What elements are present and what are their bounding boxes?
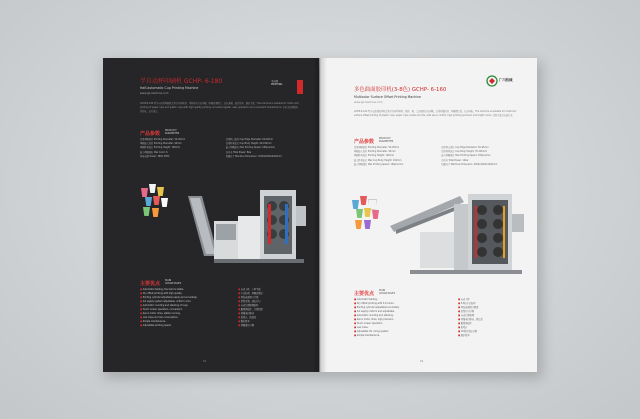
right-page-number: 02 xyxy=(420,360,424,363)
left-page-number: 01 xyxy=(203,360,207,363)
feature-item: ■ Printing cylinder adjustable easily and accurately. xyxy=(140,296,197,300)
right-params-en-1: PRODUCT xyxy=(379,137,391,140)
right-features-list-cn xyxy=(458,298,483,338)
feature-item: ■ Servo motor drive, stable running. xyxy=(140,312,197,316)
left-intro: GCHP-6-180 型半自动杯印刷机适用于各种纸杯、塑料杯的多色印刷，印刷效果精美，套色准确，操作简单，维护方便。The machine is suitable for multi-color printing of paper cups and plastic cups with high quality printing, accurate register, easy operation and convenient maintenance. 本机采用伺服控制系统，运行稳定。 xyxy=(140,102,299,113)
cup-sample xyxy=(145,197,152,206)
right-subtitle: Multicolor Surface Offset Printing Machine xyxy=(354,95,422,99)
param-cell: 适用杯口直径 Cup Edge Diameter: 60-90mm xyxy=(225,138,274,141)
left-params-en xyxy=(165,130,179,136)
param-cell: 总功率 Total Power: 8kw xyxy=(225,150,252,154)
right-params-title: 产品参数 xyxy=(354,139,375,145)
param-cell: 印刷最大直径 Printing Diameter: 90mm xyxy=(140,142,182,146)
right-cup-samples xyxy=(352,196,392,236)
left-params-title: 产品参数 xyxy=(140,131,161,137)
right-title: 多色曲面胶印机(3-8色) GCHP- 6-160 xyxy=(354,87,447,93)
feature-item: ■ 印版滚筒调节方便 xyxy=(238,296,263,300)
feature-item: ■ 干式胶印，印刷效果好 xyxy=(238,292,263,296)
cup-sample xyxy=(143,207,150,216)
left-features-en-2: ADVANTAGES xyxy=(165,281,182,285)
param-cell: 机器尺寸 Machine Dimension: 3200x1800x2200mm xyxy=(225,154,282,158)
feature-item: ■ 低噪音，低能耗 xyxy=(238,316,263,320)
cup-sample xyxy=(161,198,168,207)
feature-item: ■ Simple maintenance. xyxy=(140,320,197,324)
left-tag-line1: 半自动 xyxy=(271,80,279,83)
feature-item: ■ Low noise and low consumption. xyxy=(140,316,197,320)
param-cell: 总功率 Total Power: 10kw xyxy=(441,158,469,162)
param-cell: 最大印刷速度 Max Printing Speed: 160pcs/min xyxy=(441,154,491,158)
feature-item: ■ 触摸屏操作，方便快捷 xyxy=(238,308,263,312)
cup-sample xyxy=(152,208,159,217)
right-features-en-1: MAIN xyxy=(379,289,386,292)
feature-item: ■ 印刷速度可调 xyxy=(238,324,263,328)
param-cell: 适用杯身高度 Cup Body Height: 35-160mm xyxy=(441,150,488,154)
feature-item: ■ Servo motor drive, high precision. xyxy=(354,318,399,322)
param-row xyxy=(140,155,305,159)
cup-sample xyxy=(364,208,371,217)
feature-item: ■ Automatic feeding, the feed is stable. xyxy=(140,288,197,292)
param-cell: 适用印刷直径 Printing Diameter: 50-90mm xyxy=(140,138,186,141)
feature-item: ■ 伺服电机驱动 xyxy=(238,312,263,316)
left-features-list xyxy=(140,288,197,328)
feature-item: ■ 3-8色干式胶印 xyxy=(458,302,483,306)
feature-item: ■ Printing cylinder adjustable accurately. xyxy=(354,306,399,310)
feature-item: ■ 自动上杯 xyxy=(458,298,483,302)
left-url: www.gz-machine.com xyxy=(140,92,169,95)
param-cell: 适用印刷直径 Printing Diameter: 50-95mm xyxy=(354,146,400,149)
left-params-en-2: PARAMETER xyxy=(165,131,180,135)
left-corner-tag xyxy=(271,80,303,94)
right-page xyxy=(320,58,537,372)
feature-item: ■ 维护简单 xyxy=(458,334,483,338)
cup-sample xyxy=(356,209,363,218)
feature-item: ■ Automatic counting and stacking. xyxy=(354,314,399,318)
feature-item: ■ 墨量可调，颜色均匀 xyxy=(238,300,263,304)
param-cell: 适用杯身高度 Cup Body Height: 40-180mm xyxy=(225,142,272,146)
param-cell: 印刷杯身高度 Printing Height: 180mm xyxy=(140,146,181,150)
left-cup-samples xyxy=(141,184,181,224)
feature-item: ■ Touch screen operation. xyxy=(354,322,399,326)
left-params-table xyxy=(140,138,305,159)
feature-item: ■ 印版滚筒调节精准 xyxy=(458,306,483,310)
cup-sample xyxy=(360,196,367,205)
left-features-en-1: MAIN xyxy=(165,279,172,282)
left-features-title: 主要优点 xyxy=(140,281,161,287)
feature-item: ■ 墨量均匀可调 xyxy=(458,310,483,314)
feature-item: ■ Touch screen operation, convenient. xyxy=(140,308,197,312)
param-cell: 机器尺寸 Machine Dimension: 4500x2000x2200mm xyxy=(441,162,498,166)
brochure-spine xyxy=(313,58,327,372)
feature-item: ■ Automatic counting and stacking of cups. xyxy=(140,304,197,308)
right-features-list xyxy=(354,298,399,338)
cup-sample xyxy=(157,187,164,196)
feature-item: ■ Dry offset printing with high quality. xyxy=(140,292,197,296)
cup-sample xyxy=(372,210,379,219)
cup-sample xyxy=(355,220,362,229)
feature-item: ■ Adjustable UV curing system. xyxy=(354,330,399,334)
feature-item: ■ Dry offset printing with 3-8 colors. xyxy=(354,302,399,306)
left-title: 半自动杯印刷机 GCHP- 6-180 xyxy=(140,78,223,85)
right-intro: GCHP-6-160 型多色曲面胶印机适用于各种塑料杯、纸杯、碗、盖的曲面多色印刷，采用伺服控制，印刷精度高，色彩鲜艳。The machine is suitable for multicolor surface offset printing of plastic cups, paper cups, bowls and lids, with servo control, high printing precision and bright colors. 适用于食品包装行业。 xyxy=(354,110,517,117)
cup-sample xyxy=(364,220,371,229)
left-features-en xyxy=(165,280,181,286)
feature-item: ■ 触摸屏操作 xyxy=(458,322,483,326)
logo-text: 广川机械 xyxy=(499,78,513,82)
feature-item: ■ Ink supply system adjustable, uniform color. xyxy=(140,300,197,304)
cup-sample xyxy=(141,188,148,197)
feature-item: ■ Automatic feeding. xyxy=(354,298,399,302)
right-features-en xyxy=(379,290,395,296)
feature-item: ■ 自动计数堆叠收杯 xyxy=(238,304,263,308)
left-tag-line2: PRINTING xyxy=(271,83,283,87)
right-params-table xyxy=(354,146,522,167)
feature-item: ■ 自动计数堆叠 xyxy=(458,314,483,318)
feature-item: ■ 自动上杯，上杯平稳 xyxy=(238,288,263,292)
feature-item: ■ Simple maintenance. xyxy=(354,334,399,338)
right-features-title: 主要优点 xyxy=(354,291,375,297)
param-cell: 印刷杯身高度 Printing Height: 160mm xyxy=(354,154,395,158)
left-page xyxy=(103,58,319,372)
param-cell: 供电电源 Power: 380V 50Hz xyxy=(140,154,170,158)
feature-item: ■ Low noise. xyxy=(354,326,399,330)
feature-item: ■ UV固化系统可调 xyxy=(458,330,483,334)
left-features-list-cn xyxy=(238,288,263,328)
param-cell: 适用杯口直径 Cup Edge Diameter: 50-95mm xyxy=(441,146,489,149)
feature-item: ■ 维护简单 xyxy=(238,320,263,324)
param-cell: 最大印刷速度 Max Printing Speed: 160pcs/min xyxy=(354,162,404,166)
right-params-en-2: PARAMETER xyxy=(379,139,394,143)
feature-item: ■ Adjustable printing speed. xyxy=(140,324,197,328)
left-params-en-1: PRODUCT xyxy=(165,129,177,132)
feature-item: ■ 伺服电机驱动，精度高 xyxy=(458,318,483,322)
param-cell: 印刷最大直径 Printing Diameter: 95mm xyxy=(354,150,396,154)
right-url: www.gz-machine.com xyxy=(354,101,383,104)
param-cell: 最大印刷速度 Max Printing Speed: 180pcs/min xyxy=(225,146,276,150)
right-features-en-2: ADVANTAGES xyxy=(379,291,396,295)
param-row xyxy=(354,163,522,167)
cup-sample xyxy=(149,184,156,193)
param-cell: 最大杯身长度 Max Cup Body Height: 160mm xyxy=(354,158,402,162)
right-params-en xyxy=(379,138,393,144)
feature-item: ■ 低噪音 xyxy=(458,326,483,330)
feature-item: ■ Ink supply uniform and adjustable. xyxy=(354,310,399,314)
cup-sample xyxy=(153,196,160,205)
param-cell: 最大印刷颜色 Max Color: 6 xyxy=(140,150,168,154)
left-subtitle: Half-automatic Cup Printing Machine xyxy=(140,86,199,90)
cup-sample xyxy=(352,200,359,209)
